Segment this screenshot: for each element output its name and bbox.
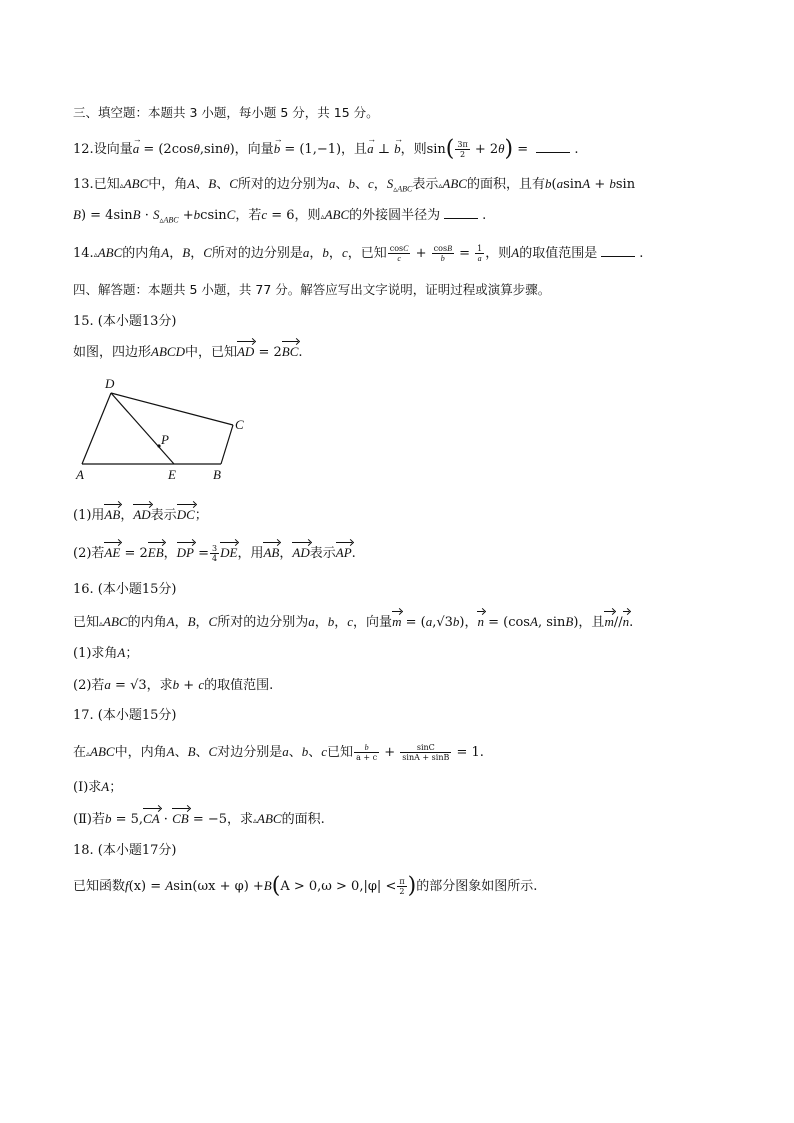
question-17-intro: 在▵ABC中，内角A、B、C对边分别是a、b、c已知 $\frac{b}{a + c}$ + $\frac{\sin C}{\sin A + \sin B}$ = 1. bbox=[73, 743, 484, 762]
question-17-heading: 17. (本小题15分) bbox=[73, 708, 177, 723]
edge-da bbox=[82, 393, 111, 464]
question-16-heading: 16. (本小题15分) bbox=[73, 582, 177, 597]
edge-dc bbox=[111, 393, 233, 425]
question-18-heading: 18. (本小题17分) bbox=[73, 843, 177, 858]
label-c: C bbox=[235, 417, 244, 432]
question-15-part-1: (1)用AB，AD表示DC； bbox=[73, 507, 208, 523]
question-15-part-2: (2)若AE = 2EB，DP = $\frac{3}{4}$ DE，用AB，AD表示AP. bbox=[73, 544, 356, 563]
question-15-heading: 15. (本小题13分) bbox=[73, 314, 177, 329]
question-18-intro: 已知函数f(x) = Asin(ωx + φ) +B(A > 0,ω > 0,|φ| < $\frac{\pi}{2}$ )的部分图象如图所示. bbox=[73, 873, 538, 899]
edge-bc bbox=[221, 425, 233, 464]
label-e: E bbox=[168, 467, 176, 482]
answer-blank-13[interactable] bbox=[444, 206, 478, 219]
question-17-part-1: (Ⅰ)求A； bbox=[73, 779, 123, 795]
question-16-part-2: (2)若a = √3，求b + c的取值范围. bbox=[73, 677, 274, 693]
question-15-intro: 如图，四边形ABCD中，已知AD = 2BC. bbox=[73, 344, 303, 360]
answer-blank-14[interactable] bbox=[601, 244, 635, 257]
label-a: A bbox=[76, 467, 84, 482]
question-13-line-1: 13.已知▵ABC中，角A、B、C所对的边分别为a、b、c，$S_{▵ABC}$表示▵ABC的面积，且有b(asinA + bsin bbox=[73, 176, 636, 194]
label-d: D bbox=[105, 376, 115, 391]
question-17-part-2: (Ⅱ)若b = 5,CA · CB = −5，求▵ABC的面积. bbox=[73, 811, 325, 827]
section-4-heading: 四、解答题：本题共 5 小题，共 77 分。解答应写出文字说明，证明过程或演算步骤。 bbox=[73, 282, 551, 297]
section-3-heading: 三、填空题：本题共 3 小题，每小题 5 分，共 15 分。 bbox=[73, 105, 379, 120]
quadrilateral-figure bbox=[70, 370, 260, 488]
question-12: 12.设向量→ a = (2cosθ,sinθ)，向量→ b = (1,−1)，且→ a ⊥ → b，则sin( $\frac{3\pi}{2}$ + 2θ) = . bbox=[73, 137, 578, 160]
question-16-part-1: (1)求角A； bbox=[73, 645, 139, 661]
question-16-intro: 已知▵ABC的内角A，B，C所对的边分别为a，b，c，向量m = (a,√3b)，n = (cosA, sinB)，且m//n. bbox=[73, 614, 634, 630]
segment-de bbox=[111, 393, 174, 464]
question-14: 14.▵ABC的内角A，B，C所对的边分别是a，b，c，已知 $\frac{\cos C}{c}$ + $\frac{\cos B}{b}$ = $\frac{1}{a}$ ，则A的取值范围是 . bbox=[73, 244, 644, 263]
label-b: B bbox=[213, 467, 221, 482]
answer-blank-12[interactable] bbox=[536, 140, 570, 153]
label-p: P bbox=[161, 432, 169, 447]
question-13-line-2: $B) = 4\sin B \cdot S_{▵ABC} +bcsinC$，若c = 6，则▵ABC的外接圆半径为 . bbox=[73, 207, 487, 225]
